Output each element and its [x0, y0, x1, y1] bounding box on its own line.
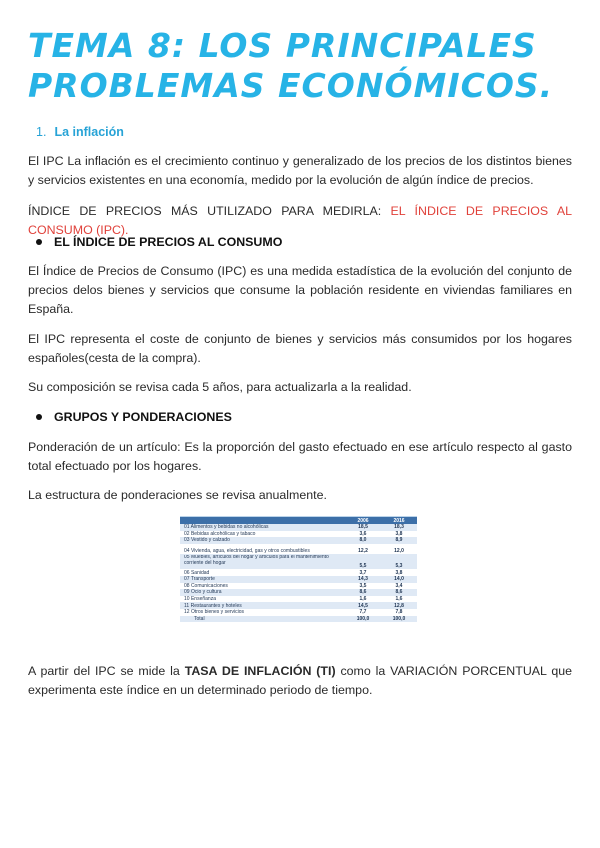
section-label: La inflación	[54, 125, 124, 139]
table-total-row: Total 100,0 100,0	[180, 616, 417, 623]
bullet-dot-icon	[36, 239, 42, 245]
table-row: 03 Vestido y calzado 8,0 8,9	[180, 537, 417, 544]
table-header-2006: 2006	[357, 517, 369, 524]
bullet-dot-icon	[36, 414, 42, 420]
table-row: 07 Transporte 14,3 14,0	[180, 576, 417, 583]
paragraph-ipc-definition: El Índice de Precios de Consumo (IPC) es una medida estadística de la evolución del conjunto de precios delos bienes y servicios que consume la población residente en viviendas familiares en España.	[28, 264, 572, 316]
section-number: 1.	[36, 125, 47, 139]
page-title: TEMA 8: LOS PRINCIPALES PROBLEMAS ECONÓMICOS.	[28, 26, 554, 105]
paragraph-inflation-definition: El IPC La inflación es el crecimiento continuo y generalizado de los precios de los distintos bienes y servicios existentes en una economía, medido por la evolución de algún índice de precios.	[28, 154, 572, 187]
paragraph-weighting-definition: Ponderación de un artículo: Es la proporción del gasto efectuado en ese artículo respecto al gasto total efectuado por los hogares.	[28, 440, 572, 473]
table-row: 11 Restaurantes y hoteles 14,5 12,8	[180, 602, 417, 609]
bullet-groups	[36, 410, 232, 424]
table-row: 10 Enseñanza 1,6 1,6	[184, 596, 403, 603]
weights-table	[180, 516, 417, 653]
paragraph-index-lead: ÍNDICE DE PRECIOS MÁS UTILIZADO PARA MEDIRLA:	[28, 204, 391, 218]
table-header-2016: 2016	[393, 517, 405, 524]
table-row: 04 Vivienda, agua, electricidad, gas y otros combustibles 12,2 12,0	[184, 548, 404, 555]
table-row: 05 Muebles, artículos del hogar y artículos para el mantenimiento corriente del hogar 5,5 5,3	[180, 554, 417, 569]
inflation-rate-term: TASA DE INFLACIÓN (TI)	[184, 664, 336, 678]
paragraph-composition-review: Su composición se revisa cada 5 años, para actualizarla a la realidad.	[28, 380, 412, 394]
paragraph-index-highlight: EL ÍNDICE DE PRECIOS AL CONSUMO (IPC).	[28, 204, 573, 237]
table-header-row	[180, 517, 417, 524]
table-row: 08 Comunicaciones 3,5 3,4	[184, 582, 403, 589]
paragraph-weighting-review: La estructura de ponderaciones se revisa anualmente.	[28, 488, 327, 502]
paragraph-ipc-basket: El IPC representa el coste de conjunto de bienes y servicios más consumidos por los hogares españoles(cesta de la compra).	[28, 332, 572, 365]
table-row: 06 Sanidad 3,7 3,8	[184, 569, 403, 576]
bullet-ipc-label: EL ÍNDICE DE PRECIOS AL CONSUMO	[54, 235, 283, 249]
bullet-ipc	[36, 235, 282, 249]
paragraph-inflation-rate: A partir del IPC se mide la TASA DE INFLACIÓN (TI) como la VARIACIÓN PORCENTUAL que experimenta este índice en un determinado periodo de tiempo.	[28, 664, 573, 697]
table-row: 09 Ocio y cultura 8,6 8,6	[180, 589, 417, 596]
table-row: 02 Bebidas alcohólicas y tabaco 3,6 3,8	[184, 530, 403, 537]
table-row: 12 Otros bienes y servicios 7,7 7,8	[184, 609, 403, 616]
section-heading	[36, 125, 124, 139]
table-row: 01 Alimentos y bebidas no alcohólicas 18,5 18,3	[180, 524, 417, 531]
bullet-groups-label: GRUPOS Y PONDERACIONES	[54, 410, 232, 424]
